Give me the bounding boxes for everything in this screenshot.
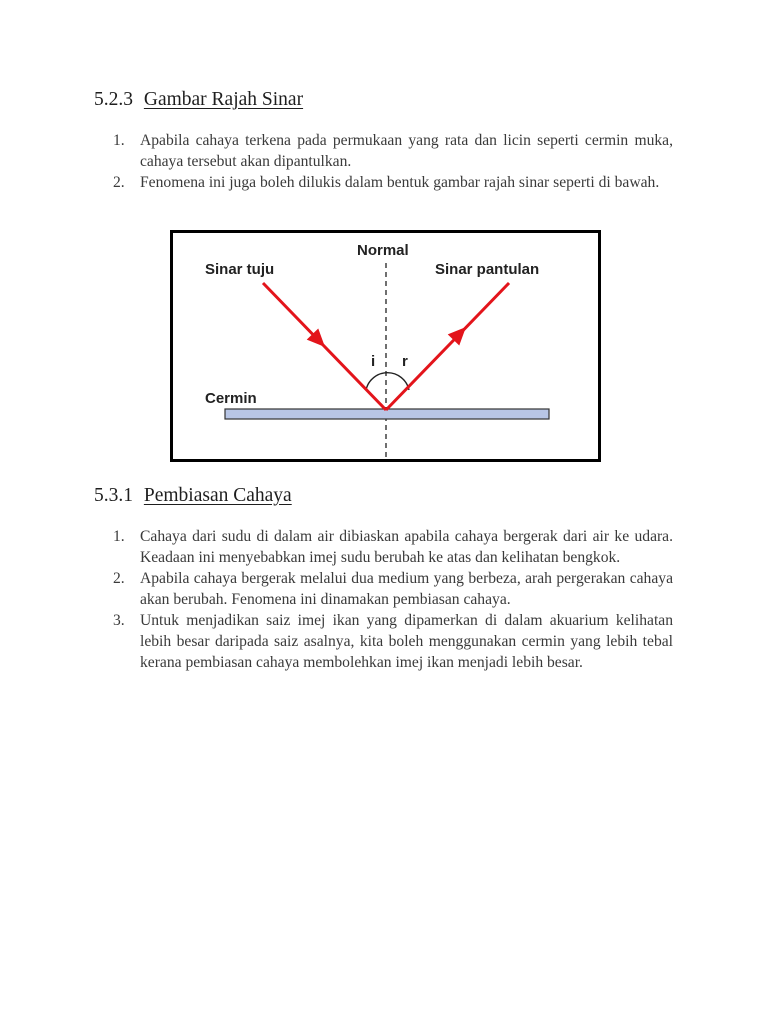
angle-r-label: r [402, 353, 408, 370]
section-heading-5-2-3 [94, 89, 303, 111]
list-item [113, 568, 673, 610]
angle-i-label: i [371, 353, 376, 370]
ray-diagram-svg [173, 233, 598, 459]
list-text: Untuk menjadikan saiz imej ikan yang dipamerkan di dalam akuarium kelihatan lebih besar daripada saiz asalnya, kita boleh menggunakan cermin yang lebih tebal kerana pembiasan cahaya membolehkan imej ikan menjadi lebih besar. [140, 612, 673, 671]
section-number: 5.2.3 [94, 89, 133, 110]
list-number: 2. [113, 570, 125, 587]
section-title: Pembiasan Cahaya [143, 485, 292, 506]
angle-arc [366, 373, 409, 390]
list-number: 1. [113, 132, 125, 149]
list-item [113, 610, 673, 673]
refraction-list [113, 526, 673, 673]
list-number: 2. [113, 174, 125, 191]
list-text: Cahaya dari sudu di dalam air dibiaskan apabila cahaya bergerak dari air ke udara. Keadaan ini menyebabkan imej sudu berubah ke atas dan kelihatan bengkok. [140, 528, 673, 566]
reflected-label: Sinar pantulan [435, 261, 540, 278]
section-title: Gambar Rajah Sinar [143, 89, 304, 110]
section-number: 5.3.1 [94, 485, 133, 506]
list-item [113, 526, 673, 568]
mirror-label: Cermin [205, 390, 257, 407]
reflected-ray [386, 283, 509, 410]
list-item [113, 130, 673, 172]
list-number: 1. [113, 528, 125, 545]
list-item [113, 172, 673, 193]
reflection-diagram [170, 230, 601, 462]
list-text: Apabila cahaya terkena pada permukaan yang rata dan licin seperti cermin muka, cahaya tersebut akan dipantulkan. [140, 132, 673, 170]
normal-label: Normal [357, 242, 409, 259]
list-text: Fenomena ini juga boleh dilukis dalam bentuk gambar rajah sinar seperti di bawah. [140, 174, 660, 191]
list-text: Apabila cahaya bergerak melalui dua medium yang berbeza, arah pergerakan cahaya akan berubah. Fenomena ini dinamakan pembiasan cahaya. [140, 570, 673, 608]
reflection-list [113, 130, 673, 193]
section-heading-5-3-1 [94, 485, 292, 507]
incident-label: Sinar tuju [205, 261, 275, 278]
list-number: 3. [113, 612, 125, 629]
